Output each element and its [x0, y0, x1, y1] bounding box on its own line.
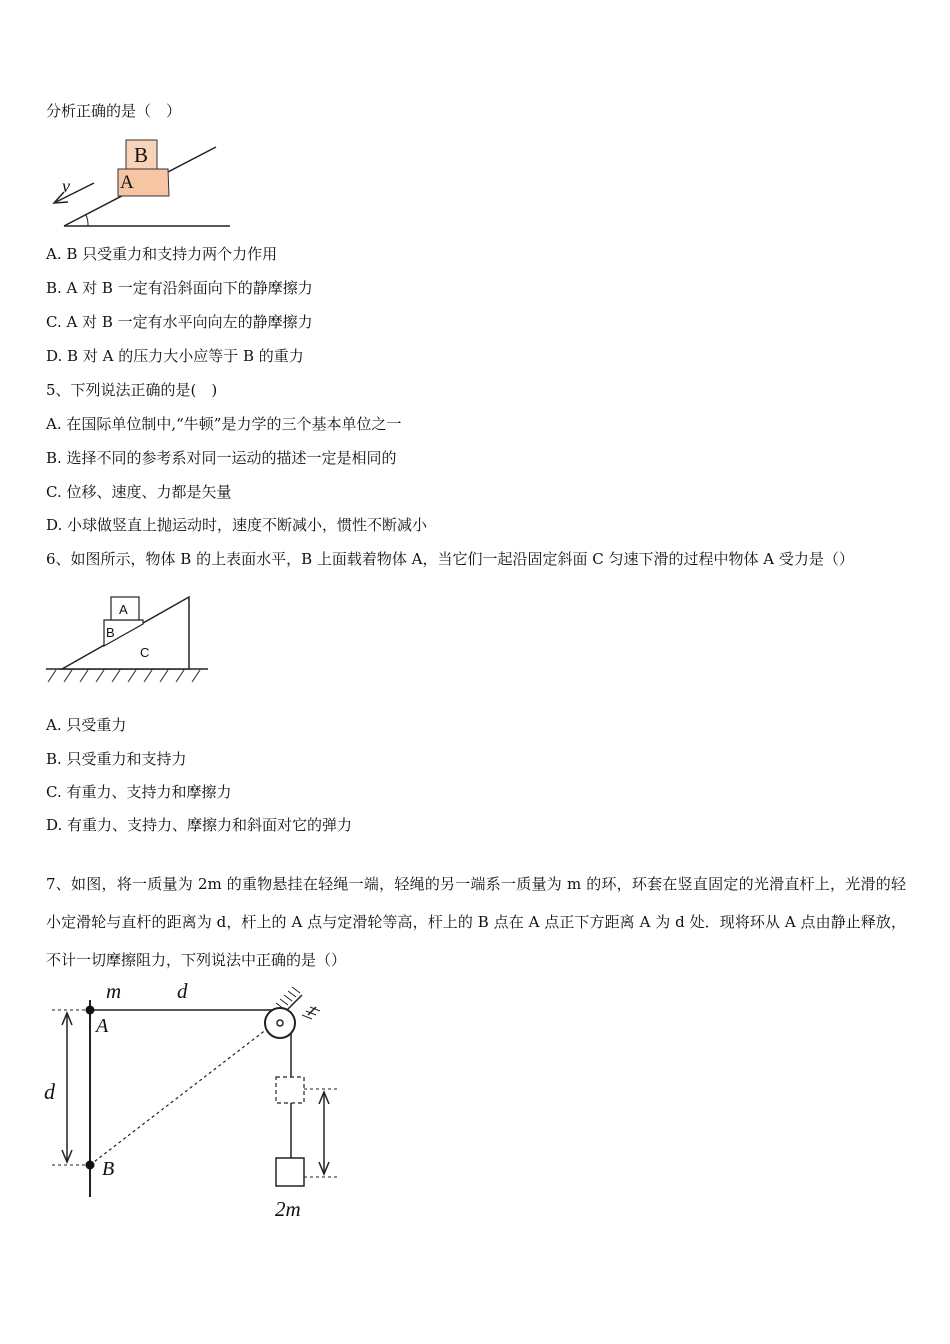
- q4-stem-tail: 分析正确的是（ ）: [46, 102, 182, 120]
- point-b-dot: [86, 1161, 95, 1170]
- q5-option-d: D. 小球做竖直上抛运动时，速度不断减小，惯性不断减小: [46, 516, 428, 534]
- q6-option-b: B. 只受重力和支持力: [46, 750, 187, 768]
- block-b-label: B: [134, 143, 149, 167]
- block-b-label: B: [106, 625, 115, 640]
- q6-option-c: C. 有重力、支持力和摩擦力: [46, 783, 232, 801]
- block-a-label: A: [120, 172, 134, 193]
- ground-hatching: [48, 670, 200, 682]
- incline-c-label: C: [140, 645, 150, 660]
- point-a-dot: [86, 1006, 95, 1015]
- q7-stem: 7、如图，将一质量为 2m 的重物悬挂在轻绳一端，轻绳的另一端系一质量为 m 的环，环套在竖直固定的光滑直杆上，光滑的轻小定滑轮与直杆的距离为 d，杆上的 A 点与定滑轮等高，杆上的 B 点在 A 点正下方距离 A 为 d 处．现将环从 A 点由静止释放，不计一切摩擦阻力，下列说法中正确的是（）: [46, 875, 906, 969]
- label-m: m: [106, 979, 122, 1003]
- q6-option-d: D. 有重力、支持力、摩擦力和斜面对它的弹力: [46, 816, 353, 834]
- weight-box: [276, 1158, 304, 1186]
- q6-incline-figure: [40, 592, 215, 692]
- label-a: A: [96, 1015, 109, 1037]
- label-2m: 2m: [275, 1197, 301, 1221]
- q4-incline-figure: [40, 135, 240, 235]
- block-a-label: A: [119, 602, 128, 617]
- weight-initial-position: [276, 1077, 304, 1103]
- q4-option-a: A. B 只受重力和支持力两个力作用: [46, 245, 278, 263]
- label-d-side: d: [44, 1079, 55, 1104]
- q5-stem: 5、下列说法正确的是( ): [46, 381, 218, 399]
- label-b: B: [102, 1158, 115, 1180]
- q5-option-a: A. 在国际单位制中,“牛顿”是力学的三个基本单位之一: [46, 415, 402, 433]
- rope-to-b: [90, 1019, 280, 1165]
- q4-option-d: D. B 对 A 的压力大小应等于 B 的重力: [46, 347, 304, 365]
- q6-stem: 6、如图所示，物体 B 的上表面水平，B 上面载着物体 A，当它们一起沿固定斜面 C 匀速下滑的过程中物体 A 受力是（）: [46, 550, 854, 568]
- velocity-label: v: [62, 176, 70, 196]
- q6-option-a: A. 只受重力: [46, 716, 127, 734]
- support-hatching: [276, 987, 300, 1009]
- q4-option-b: B. A 对 B 一定有沿斜面向下的静摩擦力: [46, 279, 313, 297]
- label-d-top: d: [177, 979, 188, 1003]
- q5-option-b: B. 选择不同的参考系对同一运动的描述一定是相同的: [46, 449, 397, 467]
- q5-option-c: C. 位移、速度、力都是矢量: [46, 483, 232, 501]
- q7-pulley-figure: [40, 975, 350, 1225]
- q4-option-c: C. A 对 B 一定有水平向向左的静摩擦力: [46, 313, 313, 331]
